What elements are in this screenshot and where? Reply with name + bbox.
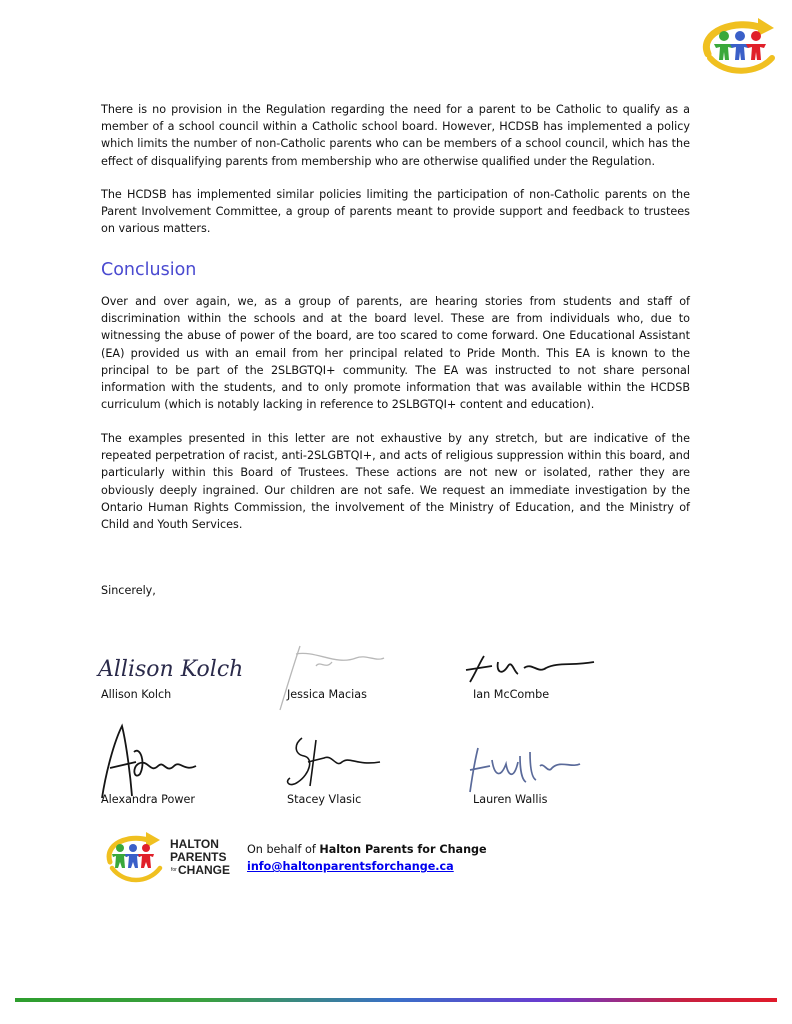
signatory-name: Allison Kolch [101, 688, 172, 701]
signature-alexandra-power [96, 722, 200, 800]
signature-stacey-vlasic [280, 734, 384, 790]
body-paragraph-request: The examples presented in this letter are not exhaustive by any stretch, but are indicative of the repeated perpetration of racist, anti-2SLGBTQI+, and acts of religious suppression within this board, and particularly within this Board of Trustees. These actions are not new or isolated, rather they are obviously deeply ingrained. Our children are not safe. We request an immediate investigation by the Ontario Human Rights Commission, the involvement of the Ministry of Education, and the Ministry of Child and Youth Services. [101, 432, 690, 532]
signature-allison-kolch [96, 652, 244, 684]
organization-name: Halton Parents for Change [319, 843, 487, 856]
behalf-prefix: On behalf of [247, 843, 320, 856]
svg-text:CHANGE: CHANGE [178, 863, 231, 877]
body-paragraph-regulation: There is no provision in the Regulation regarding the need for a parent to be Catholic to qualify as a member of a school council within a Catholic school board. However, HCDSB has implemented a policy which limits the number of non-Catholic parents who can be members of a school council, which has the effect of disqualifying parents from membership who are otherwise qualified under the Regulation. [101, 103, 690, 168]
halton-parents-for-change-logo [102, 832, 234, 884]
signatory-name: Stacey Vlasic [287, 793, 362, 806]
footer-gradient-bar [15, 998, 777, 1002]
signature-jessica-macias [276, 640, 388, 712]
svg-text:PARENTS: PARENTS [170, 850, 227, 864]
signatory-name: Ian McCombe [473, 688, 550, 701]
svg-text:Allison Kolch: Allison Kolch [98, 657, 244, 682]
signatory-name: Alexandra Power [101, 793, 195, 806]
on-behalf-line [247, 843, 487, 856]
signatory-name: Lauren Wallis [473, 793, 548, 806]
body-paragraph-discrimination: Over and over again, we, as a group of parents, are hearing stories from students and staff of discrimination within the schools and at the board level. These are from individuals who, due to witnessing the abuse of power of the board, are too scared to come forward. One Educational Assistant (EA) provided us with an email from her principal related to Pride Month. This EA is known to the principal to be part of the 2SLBGTQI+ community. The EA was instructed to not share personal information with the students, and to only promote information that was available within the HCDSB curriculum (which is notably lacking in reference to 2SLBGTQI+ content and education). [101, 295, 690, 412]
signatory-name: Jessica Macias [287, 688, 367, 701]
body-paragraph-pic: The HCDSB has implemented similar policies limiting the participation of non-Catholic parents on the Parent Involvement Committee, a group of parents meant to provide support and feedback to trustees on various matters. [101, 188, 690, 236]
closing-salutation: Sincerely, [101, 584, 156, 597]
svg-text:HALTON: HALTON [170, 837, 219, 851]
signature-ian-mccombe [462, 652, 598, 686]
conclusion-heading: Conclusion [101, 260, 197, 280]
signature-lauren-wallis [464, 740, 584, 796]
contact-email-link[interactable]: info@haltonparentsforchange.ca [247, 860, 454, 873]
svg-text:for: for [171, 867, 177, 873]
halton-parents-logo [696, 14, 780, 74]
